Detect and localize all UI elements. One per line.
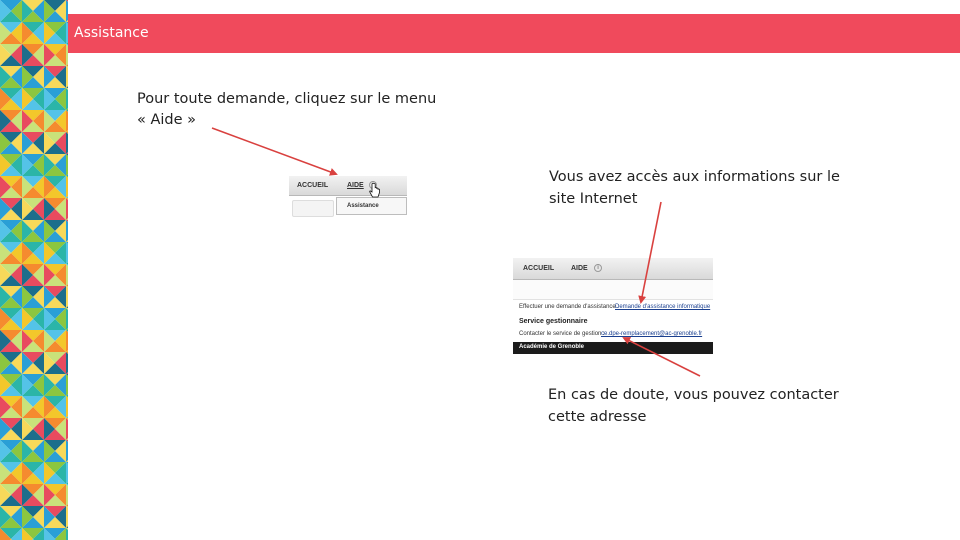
request-text: Effectuer une demande d'assistance : — [519, 304, 620, 310]
request-link[interactable]: Demande d'assistance informatique — [615, 304, 711, 310]
decorative-mosaic — [0, 0, 68, 540]
service-heading: Service gestionnaire — [519, 318, 588, 325]
arrow-to-aide-menu — [212, 128, 336, 174]
help-footer — [513, 342, 713, 354]
help-menu-aide[interactable]: AIDE — [571, 265, 588, 272]
menu-screenshot — [289, 176, 407, 227]
info-line-2: site Internet — [549, 191, 638, 207]
help-menu-accueil[interactable]: ACCUEIL — [523, 265, 555, 272]
contact-line-1: En cas de doute, vous pouvez contacter — [548, 387, 839, 403]
instruction-line-2: « Aide » — [137, 112, 197, 128]
contact-text: Contacter le service de gestion : — [519, 331, 605, 337]
help-info-icon: i — [594, 264, 602, 272]
hand-cursor-icon — [369, 183, 381, 199]
contact-email-link[interactable]: ce.dpe-remplacement@ac-grenoble.fr — [601, 331, 703, 337]
menu-bar — [289, 176, 407, 196]
menu-side-panel — [292, 200, 334, 217]
help-subheader — [513, 280, 713, 300]
menu-accueil[interactable]: ACCUEIL — [297, 182, 329, 189]
help-screenshot — [513, 258, 713, 354]
slide-title: Assistance — [74, 25, 149, 41]
aide-dropdown — [336, 197, 407, 215]
menu-aide[interactable]: AIDE — [347, 182, 364, 189]
help-menu-bar — [513, 258, 713, 280]
footer-text: Académie de Grenoble — [519, 344, 585, 350]
instruction-line-1: Pour toute demande, cliquez sur le menu — [137, 91, 437, 107]
dropdown-item-assistance[interactable]: Assistance — [347, 203, 379, 209]
contact-line-2: cette adresse — [548, 409, 647, 425]
title-bar — [68, 14, 960, 53]
info-caption — [549, 166, 840, 210]
instruction-caption — [137, 88, 436, 131]
info-line-1: Vous avez accès aux informations sur le — [549, 169, 840, 185]
contact-caption — [548, 384, 839, 428]
